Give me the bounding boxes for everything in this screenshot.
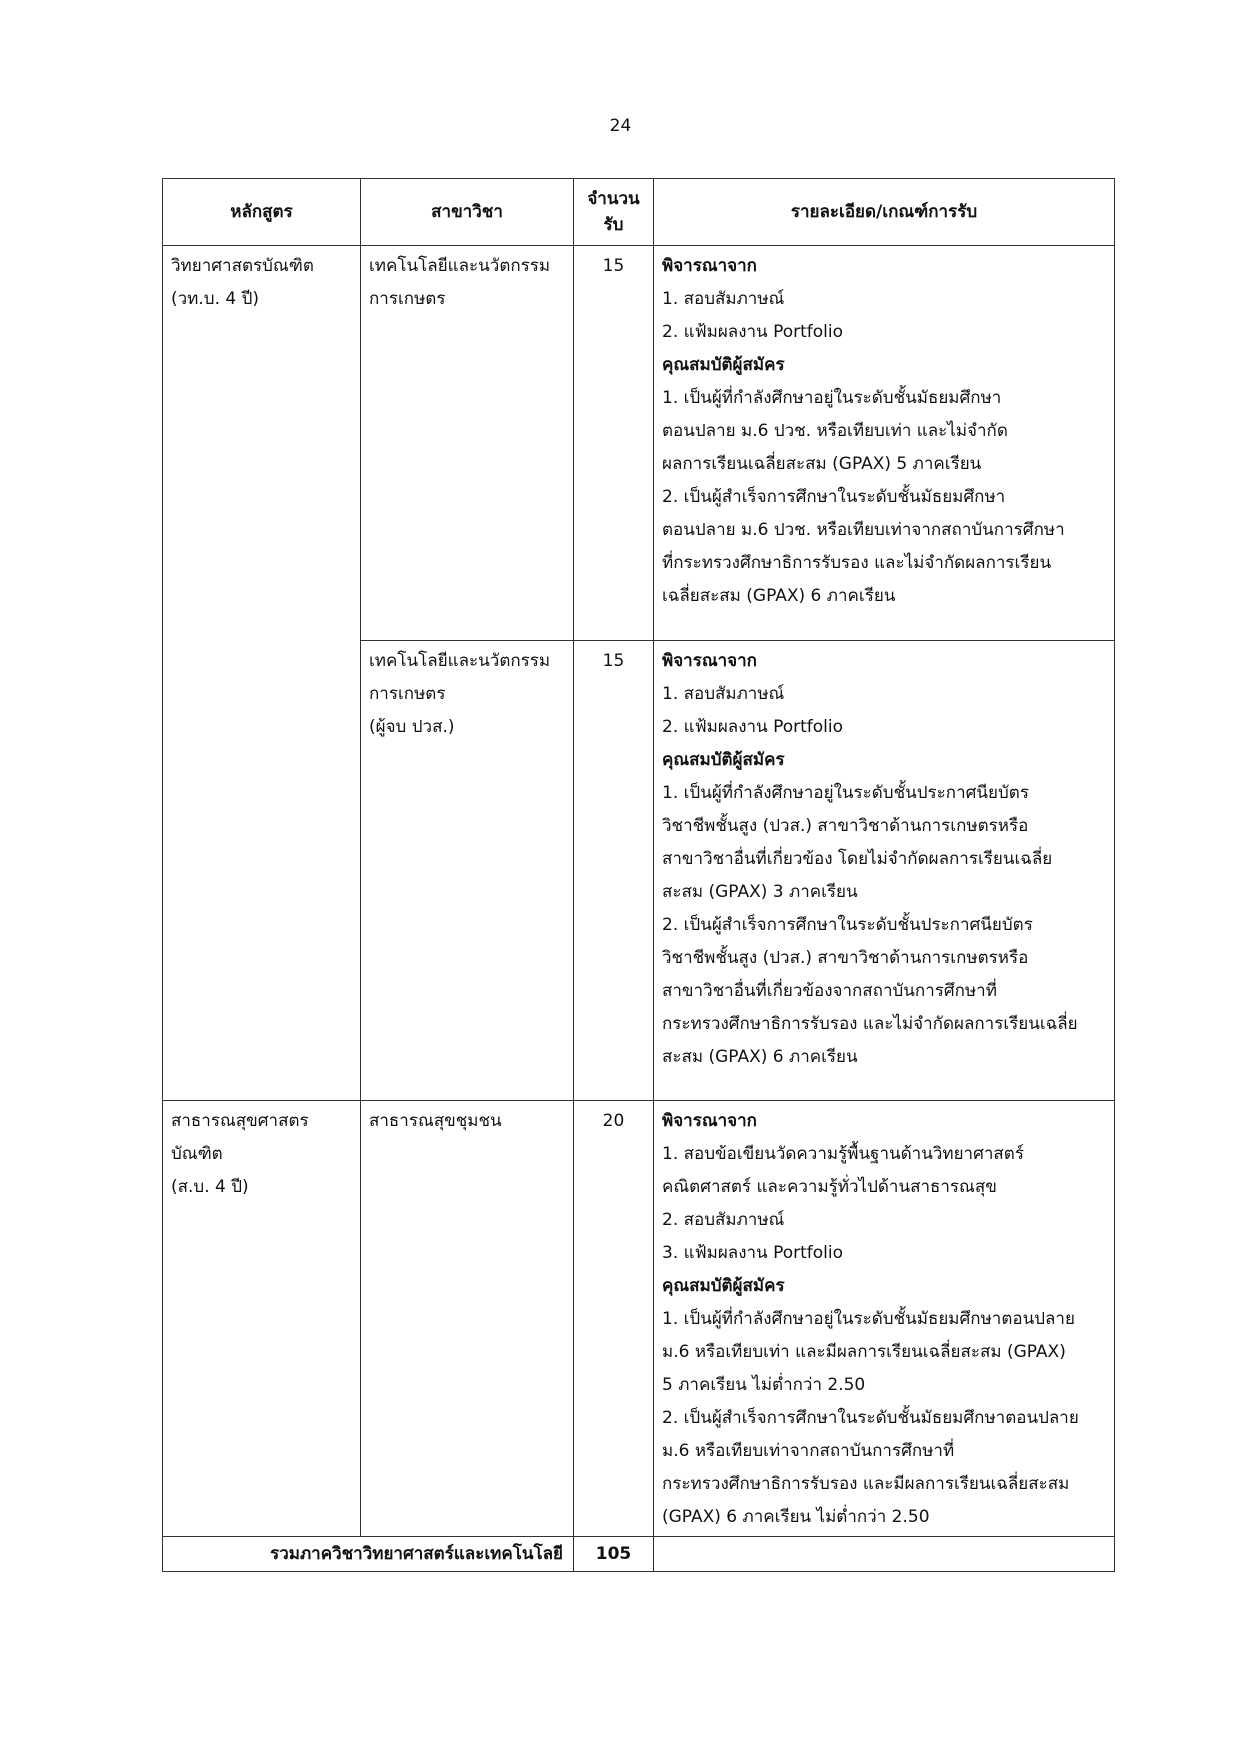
criteria-heading: พิจารณาจาก (662, 1111, 757, 1131)
criteria-heading: พิจารณาจาก (662, 256, 757, 276)
details-cell (654, 1101, 1115, 1537)
detail-line: ตอนปลาย ม.6 ปวช. หรือเทียบเท่าจากสถาบันการศึกษา (662, 520, 1065, 540)
qualification-heading: คุณสมบัติผู้สมัคร (662, 750, 785, 770)
major-cell (361, 641, 574, 1101)
detail-line: 1. สอบสัมภาษณ์ (662, 289, 785, 309)
header-seats-line2: รับ (603, 215, 624, 235)
program-name: สาธารณสุขศาสตร (171, 1111, 309, 1131)
admission-table (162, 178, 1115, 1572)
detail-line: ผลการเรียนเฉลี่ยสะสม (GPAX) 5 ภาคเรียน (662, 454, 982, 474)
detail-line: 1. เป็นผู้ที่กำลังศึกษาอยู่ในระดับชั้นมัธยมศึกษา (662, 388, 1002, 408)
major-line: เทคโนโลยีและนวัตกรรม (369, 651, 551, 671)
detail-line: 2. เป็นผู้สำเร็จการศึกษาในระดับชั้นมัธยมศึกษาตอนปลาย (662, 1408, 1079, 1428)
program-degree: (วท.บ. 4 ปี) (171, 289, 260, 309)
detail-line: สะสม (GPAX) 6 ภาคเรียน (662, 1047, 858, 1067)
criteria-heading: พิจารณาจาก (662, 651, 757, 671)
detail-line: 5 ภาคเรียน ไม่ต่ำกว่า 2.50 (662, 1375, 866, 1395)
detail-line: วิชาชีพชั้นสูง (ปวส.) สาขาวิชาด้านการเกษตรหรือ (662, 816, 1029, 836)
page-number: 24 (609, 116, 632, 136)
detail-line: กระทรวงศึกษาธิการรับรอง และมีผลการเรียนเฉลี่ยสะสม (662, 1474, 1070, 1494)
major-line: การเกษตร (369, 684, 446, 704)
program-cell (163, 246, 361, 1101)
program-name: บัณฑิต (171, 1144, 223, 1164)
header-major: สาขาวิชา (361, 179, 574, 246)
header-seats (574, 179, 654, 246)
detail-line: เฉลี่ยสะสม (GPAX) 6 ภาคเรียน (662, 586, 896, 606)
detail-line: 1. เป็นผู้ที่กำลังศึกษาอยู่ในระดับชั้นประกาศนียบัตร (662, 783, 1029, 803)
total-row (163, 1537, 1115, 1572)
header-program: หลักสูตร (163, 179, 361, 246)
table-row (163, 246, 1115, 641)
detail-line: 3. แฟ้มผลงาน Portfolio (662, 1243, 844, 1263)
total-value: 105 (574, 1537, 654, 1572)
detail-line: (GPAX) 6 ภาคเรียน ไม่ต่ำกว่า 2.50 (662, 1507, 930, 1527)
qualification-heading: คุณสมบัติผู้สมัคร (662, 1276, 785, 1296)
detail-line: 1. สอบสัมภาษณ์ (662, 684, 785, 704)
header-details: รายละเอียด/เกณฑ์การรับ (654, 179, 1115, 246)
detail-line: 2. เป็นผู้สำเร็จการศึกษาในระดับชั้นมัธยมศึกษา (662, 487, 1006, 507)
total-label: รวมภาควิชาวิทยาศาสตร์และเทคโนโลยี (163, 1537, 574, 1572)
detail-line: 1. สอบข้อเขียนวัดความรู้พื้นฐานด้านวิทยาศาสตร์ (662, 1144, 1024, 1164)
seats-cell: 15 (574, 246, 654, 641)
detail-line: ที่กระทรวงศึกษาธิการรับรอง และไม่จำกัดผลการเรียน (662, 553, 1052, 573)
detail-line: ตอนปลาย ม.6 ปวช. หรือเทียบเท่า และไม่จำกัด (662, 421, 1008, 441)
program-name: วิทยาศาสตรบัณฑิต (171, 256, 314, 276)
major-line: เทคโนโลยีและนวัตกรรม (369, 256, 551, 276)
program-degree: (ส.บ. 4 ปี) (171, 1177, 249, 1197)
qualification-heading: คุณสมบัติผู้สมัคร (662, 355, 785, 375)
major-cell (361, 1101, 574, 1537)
detail-line: สะสม (GPAX) 3 ภาคเรียน (662, 882, 858, 902)
details-cell (654, 641, 1115, 1101)
details-cell (654, 246, 1115, 641)
detail-line: 2. แฟ้มผลงาน Portfolio (662, 322, 844, 342)
detail-line: คณิตศาสตร์ และความรู้ทั่วไปด้านสาธารณสุข (662, 1177, 997, 1197)
seats-cell: 15 (574, 641, 654, 1101)
major-cell (361, 246, 574, 641)
detail-line: สาขาวิชาอื่นที่เกี่ยวข้องจากสถาบันการศึกษาที่ (662, 981, 997, 1001)
major-line: การเกษตร (369, 289, 446, 309)
header-seats-line1: จำนวน (587, 189, 640, 209)
detail-line: ม.6 หรือเทียบเท่า และมีผลการเรียนเฉลี่ยสะสม (GPAX) (662, 1342, 1066, 1362)
detail-line: 2. เป็นผู้สำเร็จการศึกษาในระดับชั้นประกาศนียบัตร (662, 915, 1033, 935)
major-line: สาธารณสุขชุมชน (369, 1111, 502, 1131)
program-cell (163, 1101, 361, 1537)
detail-line: ม.6 หรือเทียบเท่าจากสถาบันการศึกษาที่ (662, 1441, 955, 1461)
table-row (163, 1101, 1115, 1537)
table-header-row (163, 179, 1115, 246)
major-line: (ผู้จบ ปวส.) (369, 717, 455, 737)
detail-line: 2. สอบสัมภาษณ์ (662, 1210, 785, 1230)
detail-line: สาขาวิชาอื่นที่เกี่ยวข้อง โดยไม่จำกัดผลการเรียนเฉลี่ย (662, 849, 1053, 869)
total-empty-cell (654, 1537, 1115, 1572)
seats-cell: 20 (574, 1101, 654, 1537)
detail-line: กระทรวงศึกษาธิการรับรอง และไม่จำกัดผลการเรียนเฉลี่ย (662, 1014, 1078, 1034)
detail-line: วิชาชีพชั้นสูง (ปวส.) สาขาวิชาด้านการเกษตรหรือ (662, 948, 1029, 968)
detail-line: 2. แฟ้มผลงาน Portfolio (662, 717, 844, 737)
detail-line: 1. เป็นผู้ที่กำลังศึกษาอยู่ในระดับชั้นมัธยมศึกษาตอนปลาย (662, 1309, 1075, 1329)
